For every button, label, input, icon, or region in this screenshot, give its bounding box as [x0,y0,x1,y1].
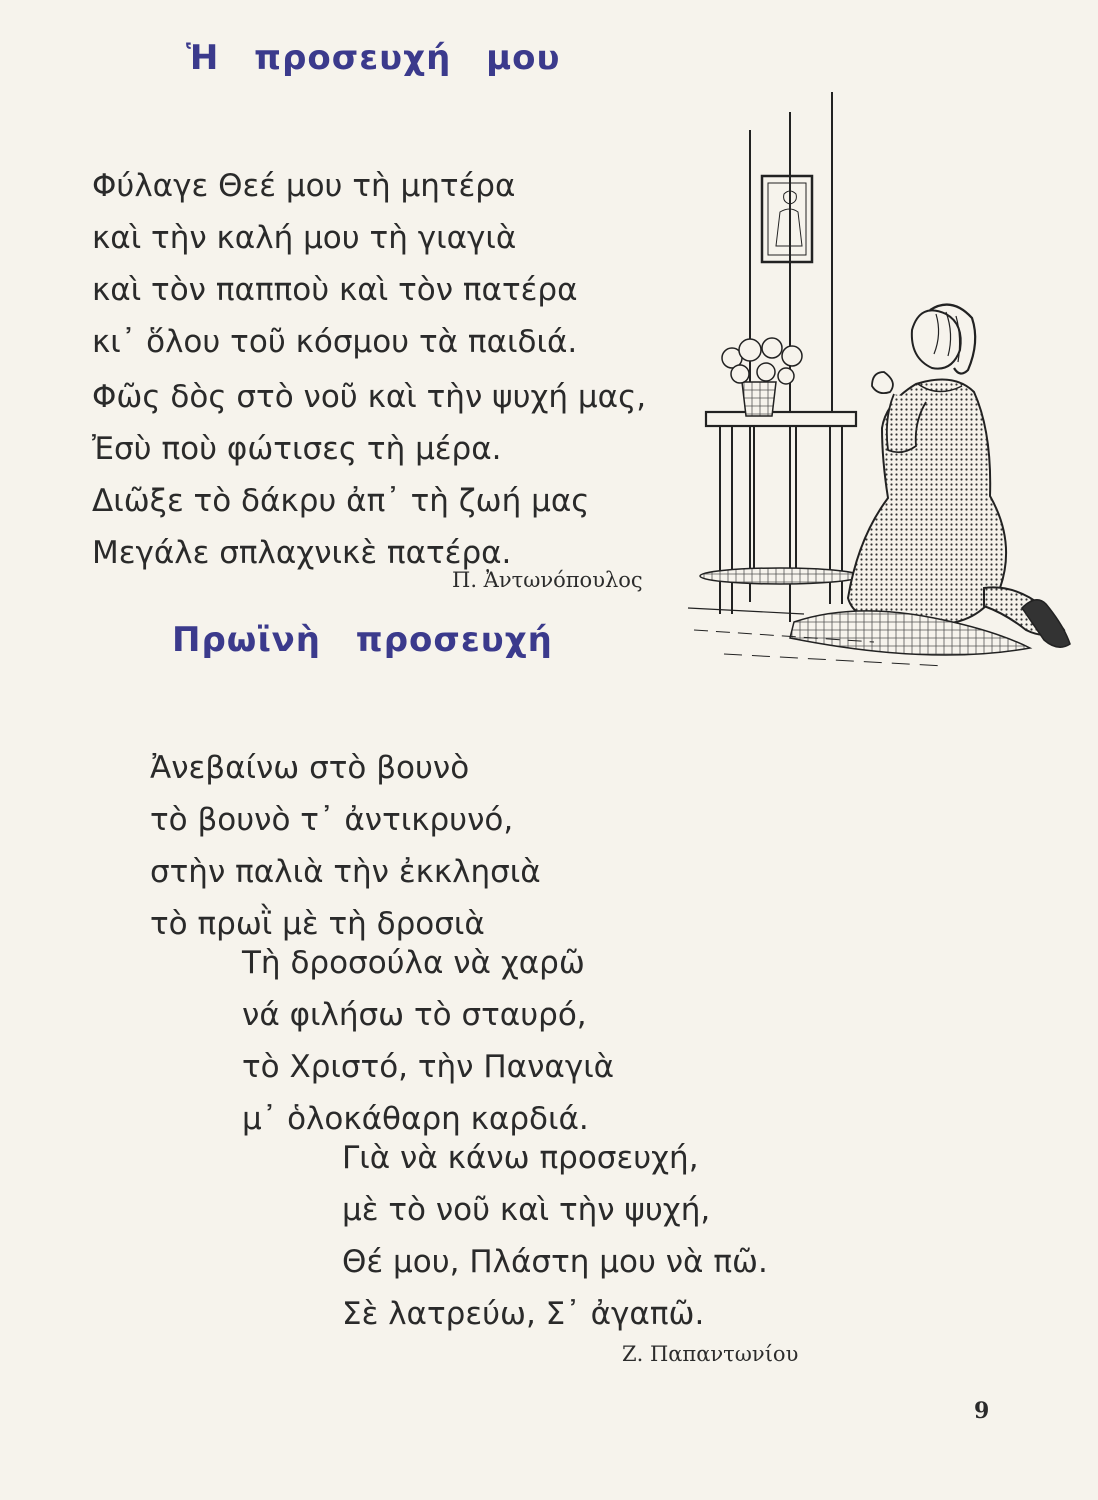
poem-line: Σὲ λατρεύω, Σ᾽ ἀγαπῶ. [342,1296,705,1332]
page-number: 9 [974,1398,990,1424]
poem-line: μ᾽ ὁλοκάθαρη καρδιά. [242,1101,589,1137]
poem-line: στὴν παλιὰ τὴν ἐκκλησιὰ [150,854,541,890]
poem-line: Ἐσὺ ποὺ φώτισες τὴ μέρα. [92,431,502,467]
poem-line: καὶ τὴν καλή μου τὴ γιαγιὰ [92,220,517,256]
poem-line: τὸ βουνὸ τ᾽ ἀντικρυνό, [150,802,514,838]
poem-stanza [242,937,614,1145]
poem-stanza [342,1132,768,1340]
poem-line: τὸ Χριστό, τὴν Παναγιὰ [242,1049,615,1085]
poem-stanza [150,742,541,950]
poem-line: κι᾽ ὅλου τοῦ κόσμου τὰ παιδιά. [92,324,578,360]
poem-stanza [92,160,578,368]
poem-line: Ἀνεβαίνω στὸ βουνὸ [150,750,470,786]
poem-line: μὲ τὸ νοῦ καὶ τὴν ψυχή, [342,1192,711,1228]
poem-stanza [92,371,646,579]
poem-line: Θέ μου, Πλάστη μου νὰ πῶ. [342,1244,768,1280]
poem-line: Μεγάλε σπλαχνικὲ πατέρα. [92,535,512,571]
poem-author: Π. Ἀντωνόπουλος [452,568,643,592]
poem-line: Φῶς δὸς στὸ νοῦ καὶ τὴν ψυχή μας, [92,379,647,415]
poem-line: Τὴ δροσούλα νὰ χαρῶ [242,945,585,981]
poem-line: Διῶξε τὸ δάκρυ ἀπ᾽ τὴ ζωή μας [92,483,590,519]
poem-line: νά φιλήσω τὸ σταυρό, [242,997,587,1033]
poem-line: Φύλαγε Θεέ μου τὴ μητέρα [92,168,516,204]
poem-title: Ἡ προσευχή μου [186,38,561,78]
poem-line: καὶ τὸν παπποὺ καὶ τὸν πατέρα [92,272,578,308]
poem-line: Γιὰ νὰ κάνω προσευχή, [342,1140,699,1176]
poem-line: τὸ πρωῒ μὲ τὴ δροσιὰ [150,906,485,942]
poem-author: Ζ. Παπαντωνίου [622,1342,799,1366]
girl-kneeling-in-prayer-icon [684,82,1080,672]
poem-title: Πρωϊνὴ προσευχή [172,620,553,660]
